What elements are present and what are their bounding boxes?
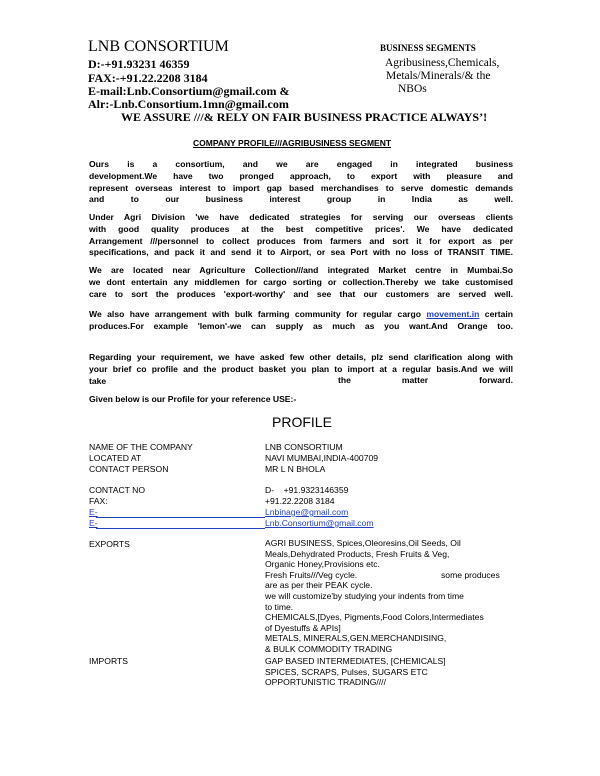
text-segment: certain — [479, 309, 513, 319]
paragraph-location — [89, 265, 513, 300]
text-segment: We also have arrangement with bulk farming community for regular cargo — [89, 309, 427, 319]
text-line: We are located near Agriculture Collection///and integrated Market centre in Mumbai.So — [89, 265, 513, 275]
text-line: Arrangement ///personnel to collect produces from farmers and sort it for export as per — [89, 235, 513, 246]
paragraph-intro — [89, 159, 513, 206]
email-underline — [96, 517, 265, 518]
location-label: LOCATED AT — [89, 453, 142, 463]
exports-line: are as per their PEAK cycle. — [265, 580, 373, 591]
phone-line: D:-+91.93231 46359 — [88, 57, 190, 71]
imports-line: OPPORTUNISTIC TRADING//// — [265, 677, 386, 688]
text-line: we dont entertain any middlemen for cargo sorting or collection.Thereby we take customised — [89, 276, 513, 287]
text-line: development.We have two pronged approach, to export with pleasure and — [89, 170, 513, 181]
imports-line: GAP BASED INTERMEDIATES, [CHEMICALS] — [265, 656, 446, 666]
text-line — [338, 375, 513, 385]
segments-title: BUSINESS SEGMENTS — [380, 43, 476, 53]
paragraph-agri-division — [89, 212, 513, 259]
text-line: take — [89, 375, 107, 386]
text-line: care to sort the produces 'export-worthy' and see that our customers are served well. — [89, 288, 513, 299]
profile-intro-line: Given below is our Profile for your reference USE:- — [89, 394, 297, 404]
imports-label: IMPORTS — [89, 656, 128, 666]
text-line: Regarding your requirement, we have asked few other details, plz send clarification along with — [89, 352, 513, 362]
paragraph-farming — [89, 309, 513, 333]
email-link[interactable]: Lnbinage@gmail.com — [265, 507, 349, 517]
exports-line: to time. — [265, 601, 294, 612]
text-segment: the matter forward. — [338, 375, 513, 385]
exports-line: of Dyestuffs & APIs] — [265, 622, 341, 633]
text-segment: some produces — [441, 569, 500, 580]
contact-no-value: D- +91.9323146359 — [265, 485, 349, 495]
company-label: NAME OF THE COMPANY — [89, 442, 193, 452]
contact-person-label: CONTACT PERSON — [89, 464, 169, 474]
tagline: WE ASSURE ///& RELY ON FAIR BUSINESS PRACTICE ALWAYS’! — [121, 110, 488, 124]
text-line — [89, 309, 513, 321]
exports-list — [265, 538, 500, 655]
fax-value: +91.22.2208 3184 — [265, 496, 335, 506]
movement-link[interactable]: movement.in — [426, 309, 480, 319]
exports-line: METALS, MINERALS,GEN.MERCHANDISING, — [265, 633, 447, 644]
imports-line: SPICES, SCRAPS, Pulses, SUGARS ETC — [265, 666, 428, 677]
segment-line: NBOs — [398, 83, 427, 95]
imports-list — [265, 656, 446, 688]
exports-line: we will customize'by studying your indents from time — [265, 590, 464, 601]
text-line: Ours is a consortium, and we are engaged in integrated business — [89, 159, 513, 169]
text-line: produces.For example 'lemon'-we can supply as much as you want.And Orange too. — [89, 320, 513, 331]
contact-person-value: MR L N BHOLA — [265, 464, 326, 474]
letter-heading: COMPANY PROFILE///AGRIBUSINESS SEGMENT — [193, 138, 392, 148]
company-name: LNB CONSORTIUM — [88, 38, 229, 55]
exports-label: EXPORTS — [89, 539, 130, 549]
text-line: your brief co profile and the product basket you plan to import at a regular basis.And we will — [89, 363, 513, 374]
email-link[interactable]: Lnb.Consortium@gmail.com — [265, 518, 374, 528]
text-segment: Fresh Fruits///Veg cycle. — [265, 569, 358, 580]
email-line: E-mail:Lnb.Consortium@gmail.com & — [88, 84, 290, 98]
email-underline — [96, 528, 265, 529]
email-label: E- — [89, 507, 98, 517]
segment-line: Agribusiness,Chemicals, — [385, 57, 500, 69]
exports-line: Meals,Dehydrated Products, Fresh Fruits & Veg, — [265, 548, 450, 559]
company-value: LNB CONSORTIUM — [265, 442, 343, 452]
text-line: with good quality produces at the best competitive prices'. We have dedicated — [89, 223, 513, 234]
segment-line: Metals/Minerals/& the — [386, 70, 491, 82]
text-line: specifications, and pack it and send it to Airport, or sea Port with no loss of TRANSIT TIME. — [89, 247, 513, 258]
exports-line: & BULK COMMODITY TRADING — [265, 643, 393, 654]
email-label: E- — [89, 518, 98, 528]
exports-line: CHEMICALS,[Dyes, Pigments,Food Colors,Intermediates — [265, 612, 484, 623]
profile-title: PROFILE — [272, 414, 332, 430]
location-value: NAVI MUMBAI,INDIA-400709 — [265, 453, 379, 463]
text-line: Under Agri Division 'we have dedicated strategies for serving our overseas clients — [89, 212, 513, 222]
alt-email-line: Alr:-Lnb.Consortium.1mn@gmail.com — [88, 97, 289, 111]
exports-line: AGRI BUSINESS, Spices,Oleoresins,Oil Seeds, Oil — [265, 538, 461, 548]
exports-line: Organic Honey,Provisions etc. — [265, 559, 380, 570]
exports-line — [265, 569, 500, 581]
fax-label: FAX: — [89, 496, 108, 506]
contact-no-label: CONTACT NO — [89, 485, 146, 495]
fax-line: FAX:-+91.22.2208 3184 — [88, 71, 208, 85]
text-line: and to our business interest group in India as well. — [89, 194, 513, 205]
text-line: represent overseas interest to import gap based merchandises to serve domestic demands — [89, 182, 513, 193]
